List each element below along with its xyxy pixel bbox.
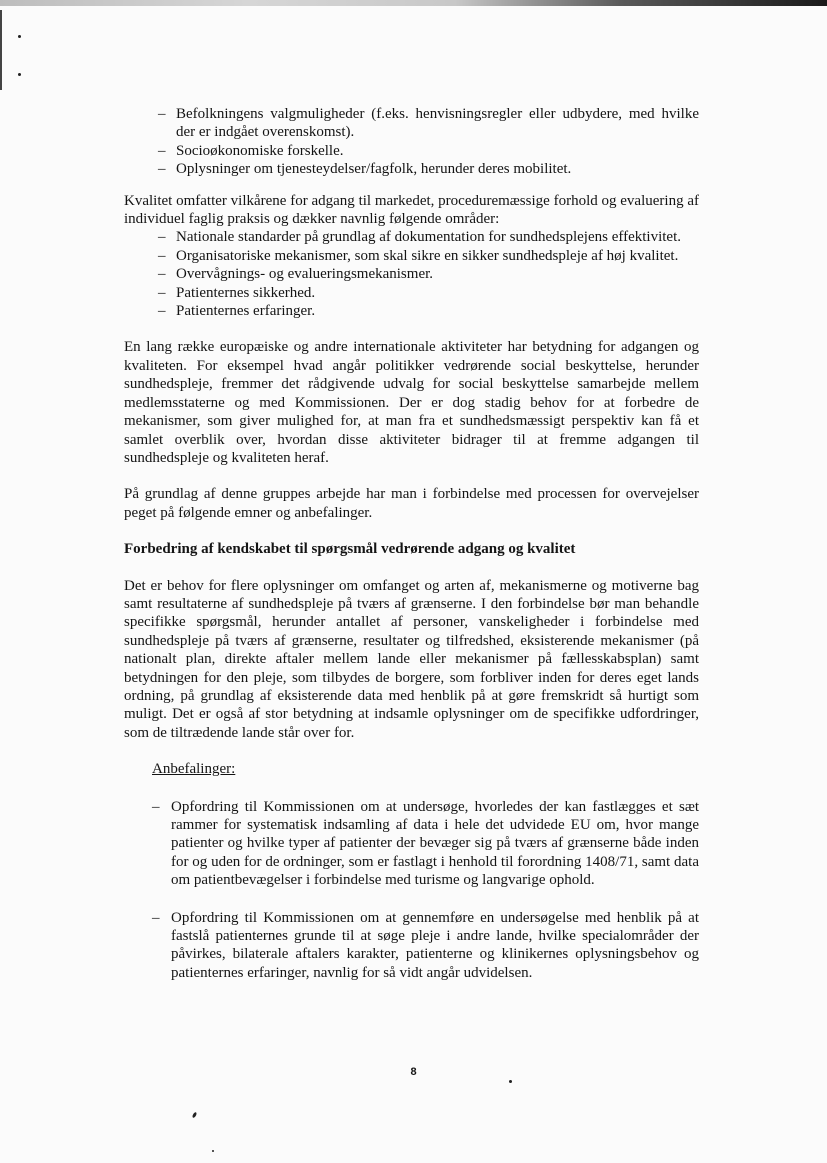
- quality-bullet-list: [124, 228, 699, 320]
- section-heading: Forbedring af kendskabet til spørgsmål vedrørende adgang og kvalitet: [124, 541, 576, 558]
- quality-intro-paragraph: Kvalitet omfatter vilkårene for adgang til markedet, proceduremæssige forhold og evaluering af individuel faglig praksis og dækker navnlig følgende områder:: [124, 192, 699, 228]
- document-page: [124, 105, 699, 982]
- list-item: – Oplysninger om tjenesteydelser/fagfolk, herunder deres mobilitet.: [124, 160, 699, 178]
- list-item: – Overvågnings- og evalueringsmekanismer.: [124, 265, 699, 283]
- list-item: – Befolkningens valgmuligheder (f.eks. henvisningsregler eller udbydere, med hvilke der er indgået overenskomst).: [124, 105, 699, 142]
- access-bullet-list: [124, 105, 699, 179]
- scan-speck: [192, 1112, 198, 1119]
- group-work-paragraph: På grundlag af denne gruppes arbejde har man i forbindelse med processen for overvejelser peget på følgende emner og anbefalinger.: [124, 486, 699, 521]
- list-item: – Socioøkonomiske forskelle.: [124, 142, 699, 160]
- list-item: – Patienternes sikkerhed.: [124, 284, 699, 302]
- scan-speck: [18, 73, 21, 76]
- list-item: – Patienternes erfaringer.: [124, 302, 699, 320]
- list-item: – Nationale standarder på grundlag af dokumentation for sundhedsplejens effektivitet.: [124, 228, 699, 246]
- european-activities-paragraph: En lang række europæiske og andre internationale aktiviteter har betydning for adgangen og kvaliteten. For eksempel hvad angår politikker vedrørende social beskyttelse, herunder sundhedspleje, fremmer det rådgivende udvalg for social beskyttelse samarbejde mellem medlemsstaterne og med Kommissionen. Der er dog stadig behov for at forbedre de mekanismer, som giver mulighed for, at man fra et sundhedsmæssigt perspektiv kan få et samlet overblik over, hvordan disse aktiviteter bidrager til at fremme adgangen til sundhedspleje og kvaliteten heraf.: [124, 339, 699, 466]
- scan-left-edge: [0, 10, 2, 90]
- recommendation-item: – Opfordring til Kommissionen om at gennemføre en undersøgelse med henblik på at fastslå patienternes grunde til at søge pleje i andre lande, hvilke specialområder der påvirkes, bilaterale aftalers karakter, patienterne og klinikernes oplysningsbehov og patienternes erfaringer, navnlig for så vidt angår udvidelsen.: [124, 909, 699, 983]
- recommendations-list: [124, 798, 699, 983]
- recommendation-item: – Opfordring til Kommissionen om at undersøge, hvorledes der kan fastlægges et sæt rammer for systematisk indsamling af data i hele det udvidede EU om, hvor mange patienter og hvilke typer af patienter der bevæger sig på tværs af grænserne både inden for og uden for de ordninger, som er fastlagt i henhold til forordning 1408/71, samt data om patientbevægelser i forbindelse med turisme og langvarige ophold.: [124, 798, 699, 890]
- information-paragraph: Det er behov for flere oplysninger om omfanget og arten af, mekanismerne og motiverne bag samt resultaterne af sundhedspleje på tværs af grænserne. I den forbindelse bør man behandle specifikke spørgsmål, herunder antallet af personer, vanskeligheder i forbindelse med sundhedspleje på tværs af grænserne, resultater og tilfredshed, eksisterende mekanismer (på nationalt plan, direkte aftaler mellem lande eller mekanismer på fællesskabsplan) samt betydningen for den pleje, som tilbydes de borgere, som forbliver inden for deres eget lands ordning, på grundlag af eksisterende data med henblik på at gøre fremskridt så hurtigt som muligt. Det er også af stor betydning at indsamle oplysninger om de specifikke udfordringer, som de tiltrædende lande står over for.: [124, 577, 699, 741]
- scan-speck: [509, 1080, 512, 1083]
- page-number: 8: [410, 1066, 417, 1078]
- list-item: – Organisatoriske mekanismer, som skal sikre en sikker sundhedspleje af høj kvalitet.: [124, 247, 699, 265]
- scan-speck: [212, 1150, 214, 1152]
- recommendations-heading: Anbefalinger:: [152, 761, 236, 778]
- scan-speck: [18, 35, 21, 38]
- scan-top-edge: [0, 0, 827, 6]
